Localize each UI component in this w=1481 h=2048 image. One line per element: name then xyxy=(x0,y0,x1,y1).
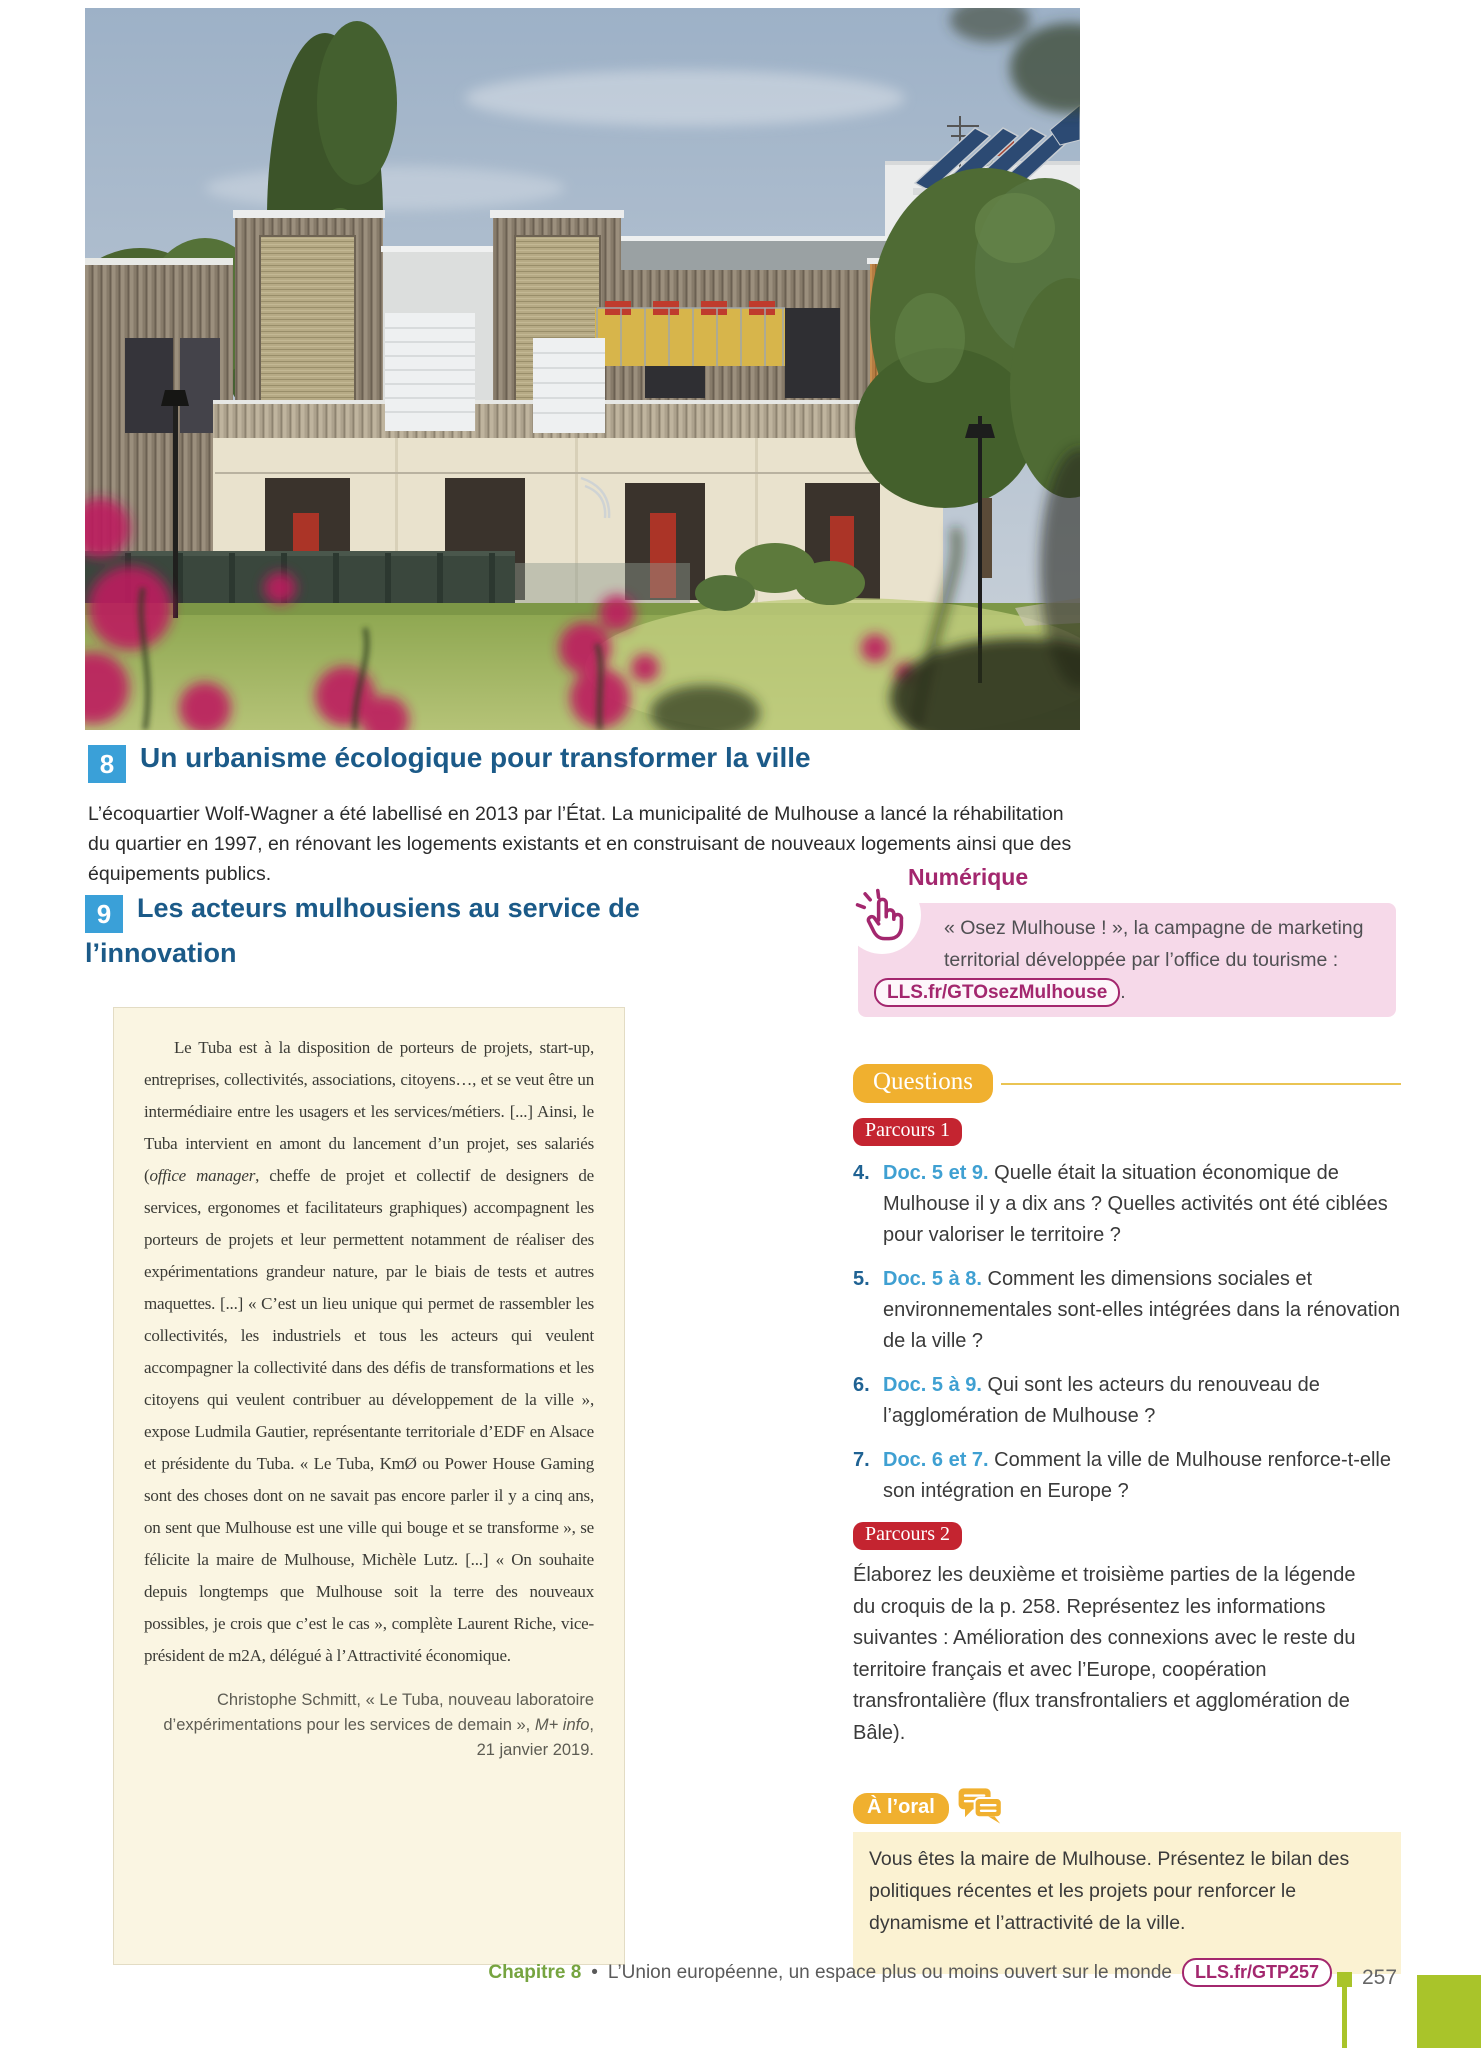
parcours1-badge: Parcours 1 xyxy=(853,1118,962,1146)
question-item xyxy=(853,1370,1405,1432)
question-docs: Doc. 5 et 9. xyxy=(883,1162,989,1184)
source-italic: M+ info xyxy=(534,1716,590,1734)
questions-header xyxy=(853,1064,1401,1103)
doc8-heading xyxy=(88,742,1083,783)
question-number: 6. xyxy=(853,1374,870,1396)
oral-box: Vous êtes la maire de Mulhouse. Présentez le bilan des politiques récentes et les projets pour renforcer le dynamisme et l’attractivité de la ville. xyxy=(853,1832,1401,1974)
quote-part2: , cheffe de projet et collectif de designers de services, ergonomes et facilitateurs graphiques) accompagnent les porteurs de projets et leur permettent notamment de réaliser des expérimentations grandeur nature, par le biais de tests et autres maquettes. [...] « C’est un lieu unique qui permet de rassembler les collectivités, les industriels et tous les acteurs qui veulent accompagner la collectivité dans des défis de transformations et les citoyens qui veulent contribuer au développement de la ville », expose Ludmila Gautier, représentante territoriale d’EDF en Alsace et présidente du Tuba. « Le Tuba, KmØ ou Power House Gaming sont des choses dont on ne savait pas encore parler il y a cinq ans, on sent que Mulhouse est une ville qui bouge et se transforme », se félicite la maire de Mulhouse, Michèle Lutz. [...] « On souhaite depuis longtemps que Mulhouse soit la terre des nouveaux possibles, je crois que c’est le cas », complète Laurent Riche, vice-président de m2A, délégué à l’Attractivité économique. xyxy=(144,1166,594,1665)
oral-header xyxy=(853,1786,1005,1831)
numerique-text: « Osez Mulhouse ! », la campagne de marketing territorial développée par l’office du tourisme : xyxy=(944,917,1364,971)
question-docs: Doc. 5 à 9. xyxy=(883,1374,982,1396)
question-item xyxy=(853,1445,1405,1507)
doc8-title: Un urbanisme écologique pour transformer la ville xyxy=(140,742,811,773)
footer-link[interactable]: LLS.fr/GTP257 xyxy=(1182,1958,1332,1987)
doc9-number-badge: 9 xyxy=(85,895,123,933)
doc8-caption: L’écoquartier Wolf-Wagner a été labellisé en 2013 par l’État. La municipalité de Mulhouse a lancé la réhabilitation du quartier en 1997, en rénovant les logements existants et en construisant de nouveaux logements ainsi que des équipements publics. xyxy=(88,803,1072,885)
footer-chapter-title: L’Union européenne, un espace plus ou moins ouvert sur le monde xyxy=(607,1961,1172,1983)
question-docs: Doc. 6 et 7. xyxy=(883,1449,989,1471)
parcours2-badge: Parcours 2 xyxy=(853,1522,962,1550)
ecoquartier-photo xyxy=(85,8,1080,730)
doc9-source xyxy=(144,1688,594,1763)
question-text: Comment les dimensions sociales et environnementales sont-elles intégrées dans la rénovation de la ville ? xyxy=(883,1268,1400,1352)
photo-balcony xyxy=(595,301,785,366)
question-text: Quelle était la situation économique de Mulhouse il y a dix ans ? Quelles activités ont été ciblées pour valoriser le territoire ? xyxy=(883,1162,1388,1246)
doc8-number-badge: 8 xyxy=(88,745,126,783)
footer-separator: • xyxy=(591,1961,598,1983)
numerique-link[interactable]: LLS.fr/GTOsezMulhouse xyxy=(874,978,1120,1007)
click-hand-icon xyxy=(843,876,921,954)
footer xyxy=(85,1958,1332,1987)
question-text: Qui sont les acteurs du renouveau de l’agglomération de Mulhouse ? xyxy=(883,1374,1320,1427)
footer-chapter: Chapitre 8 xyxy=(488,1961,582,1983)
corner-green-tab xyxy=(1417,1975,1481,2048)
quote-part1: Le Tuba est à la disposition de porteurs de projets, start-up, entreprises, collectivités, associations, citoyens…, et se veut être un intermédiaire entre les usagers et les services/métiers. [...] Ainsi, le Tuba intervient en amont du lancement d’un projet, ses salariés ( xyxy=(144,1038,594,1185)
oral-badge: À l’oral xyxy=(853,1793,949,1824)
question-number: 5. xyxy=(853,1268,870,1290)
questions-list xyxy=(853,1158,1405,1520)
numerique-after-link: . xyxy=(1120,981,1126,1003)
question-text: Comment la ville de Mulhouse renforce-t-elle son intégration en Europe ? xyxy=(883,1449,1392,1502)
questions-title-badge: Questions xyxy=(853,1064,993,1103)
questions-rule xyxy=(1001,1083,1401,1085)
numerique-title: Numérique xyxy=(908,864,1029,890)
numerique-box xyxy=(858,903,1396,1017)
question-item xyxy=(853,1264,1405,1357)
parcours2-text: Élaborez les deuxième et troisième parties de la légende du croquis de la p. 258. Représentez les informations suivantes : Amélioration des connexions avec le reste du territoire français et avec l’Europe, coopération transfrontalière (flux transfrontaliers et agglomération de Bâle). xyxy=(853,1564,1356,1744)
question-item xyxy=(853,1158,1405,1251)
page-number: 257 xyxy=(1362,1966,1398,1989)
source-part2: , 21 janvier 2019. xyxy=(476,1716,594,1759)
speech-bubbles-icon xyxy=(957,1786,1005,1831)
question-number: 7. xyxy=(853,1449,870,1471)
doc9-title: Les acteurs mulhousiens au service de l’innovation xyxy=(85,893,640,968)
page-marker-line xyxy=(1342,1987,1347,2048)
doc9-heading xyxy=(85,888,650,973)
page-marker-square xyxy=(1337,1972,1352,1987)
doc9-quote-box xyxy=(113,1007,625,1965)
quote-italic: office manager xyxy=(149,1166,256,1185)
source-part1: Christophe Schmitt, « Le Tuba, nouveau laboratoire d’expérimentations pour les services de demain », xyxy=(163,1691,594,1734)
question-number: 4. xyxy=(853,1162,870,1184)
doc9-quote-text xyxy=(144,1032,594,1672)
question-docs: Doc. 5 à 8. xyxy=(883,1268,982,1290)
